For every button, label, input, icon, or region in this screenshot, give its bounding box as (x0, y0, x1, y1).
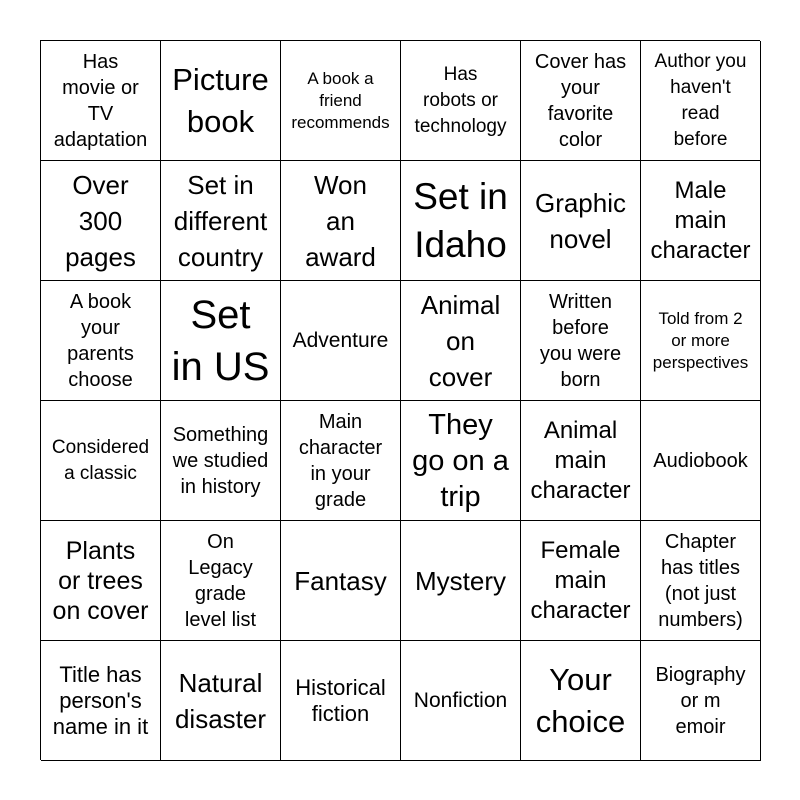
bingo-cell[interactable]: Set in US (161, 281, 281, 401)
bingo-cell[interactable]: Told from 2 or more perspectives (641, 281, 761, 401)
bingo-cell[interactable]: Written before you were born (521, 281, 641, 401)
bingo-cell[interactable]: Cover has your favorite color (521, 41, 641, 161)
bingo-cell[interactable]: Animal on cover (401, 281, 521, 401)
bingo-cell[interactable]: On Legacy grade level list (161, 521, 281, 641)
bingo-cell[interactable]: Your choice (521, 641, 641, 761)
bingo-cell[interactable]: Natural disaster (161, 641, 281, 761)
bingo-cell[interactable]: Animal main character (521, 401, 641, 521)
bingo-cell[interactable]: Plants or trees on cover (41, 521, 161, 641)
bingo-board (40, 40, 760, 760)
bingo-cell[interactable]: Over 300 pages (41, 161, 161, 281)
bingo-cell[interactable]: Has robots or technology (401, 41, 521, 161)
bingo-cell[interactable]: Graphic novel (521, 161, 641, 281)
bingo-cell[interactable]: Mystery (401, 521, 521, 641)
bingo-cell[interactable]: Historical fiction (281, 641, 401, 761)
bingo-cell[interactable]: Something we studied in history (161, 401, 281, 521)
bingo-cell[interactable]: Biography or m emoir (641, 641, 761, 761)
bingo-cell[interactable]: Has movie or TV adaptation (41, 41, 161, 161)
bingo-cell[interactable]: Fantasy (281, 521, 401, 641)
bingo-cell[interactable]: Audiobook (641, 401, 761, 521)
bingo-cell[interactable]: Nonfiction (401, 641, 521, 761)
bingo-cell[interactable]: A book your parents choose (41, 281, 161, 401)
bingo-cell[interactable]: Male main character (641, 161, 761, 281)
bingo-cell[interactable]: Chapter has titles (not just numbers) (641, 521, 761, 641)
bingo-cell[interactable]: Won an award (281, 161, 401, 281)
bingo-cell[interactable]: A book a friend recommends (281, 41, 401, 161)
bingo-cell[interactable]: Set in Idaho (401, 161, 521, 281)
bingo-cell[interactable]: Female main character (521, 521, 641, 641)
bingo-cell[interactable]: Picture book (161, 41, 281, 161)
bingo-cell[interactable]: Title has person's name in it (41, 641, 161, 761)
bingo-cell[interactable]: Set in different country (161, 161, 281, 281)
bingo-cell[interactable]: Main character in your grade (281, 401, 401, 521)
bingo-cell[interactable]: Considered a classic (41, 401, 161, 521)
bingo-cell[interactable]: Author you haven't read before (641, 41, 761, 161)
bingo-cell[interactable]: They go on a trip (401, 401, 521, 521)
bingo-cell[interactable]: Adventure (281, 281, 401, 401)
